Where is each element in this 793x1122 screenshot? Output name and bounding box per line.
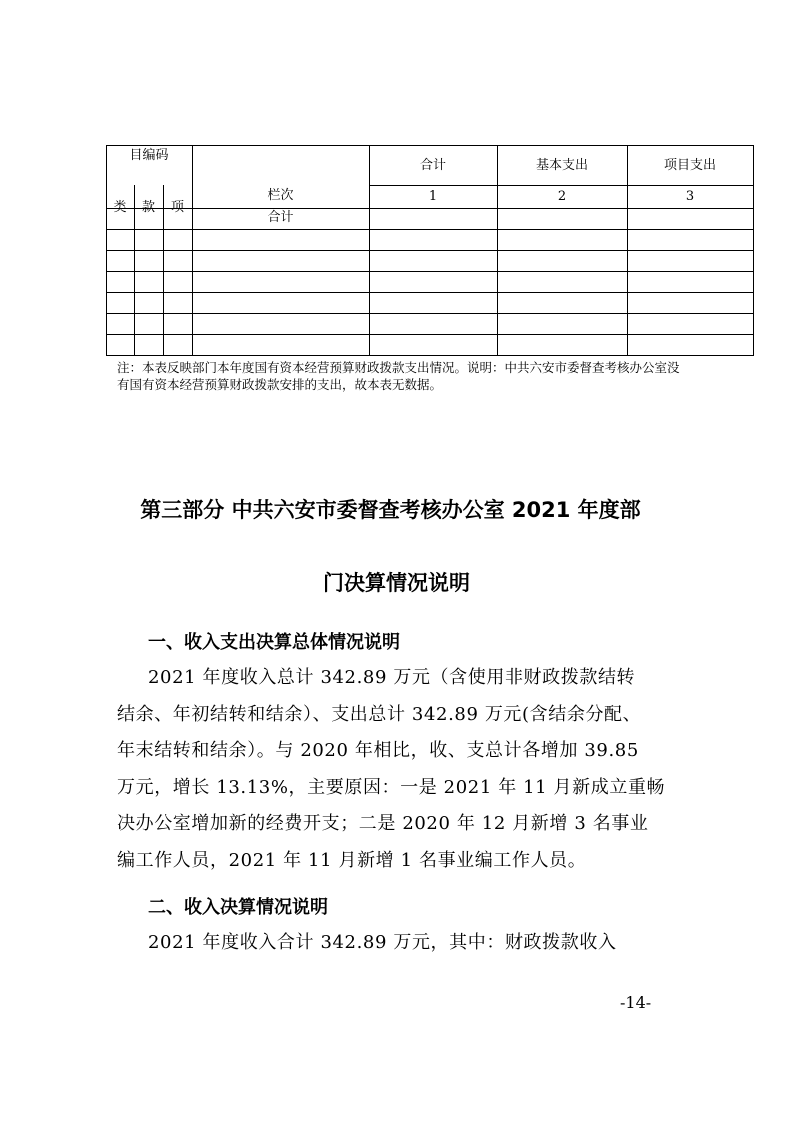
part-heading-line-1: 第三部分 中共六安市委督查考核办公室 2021 年度部: [140, 498, 641, 522]
header-lei: 类: [113, 200, 127, 215]
lanci-value-2: 2: [557, 189, 567, 204]
table-col-divider: [192, 145, 193, 356]
table-row-divider: [106, 250, 754, 251]
table-col-divider: [627, 145, 628, 356]
table-border-left: [106, 145, 107, 356]
table-row-divider: [106, 334, 754, 335]
table-row-divider: [106, 208, 754, 209]
table-col-divider: [497, 145, 498, 356]
row-total-label: 合计: [267, 210, 294, 225]
table-border-right: [753, 145, 754, 356]
header-kuan: 款: [141, 200, 155, 215]
table-border-bottom: [106, 355, 754, 356]
header-xiang: 项: [170, 200, 184, 215]
lanci-value-1: 1: [428, 189, 438, 204]
table-row-divider: [106, 271, 754, 272]
header-total: 合计: [419, 158, 446, 173]
table-row-divider: [106, 292, 754, 293]
table-border-top: [106, 145, 754, 146]
section-1-line-1: 2021 年度收入总计 342.89 万元（含使用非财政拨款结转: [148, 667, 636, 688]
section-1-line-6: 编工作人员，2021 年 11 月新增 1 名事业编工作人员。: [117, 850, 587, 871]
section-1-line-3: 年末结转和结余）。与 2020 年相比，收、支总计各增加 39.85: [117, 740, 639, 761]
section-2-line-1: 2021 年度收入合计 342.89 万元，其中：财政拨款收入: [148, 932, 617, 953]
section-1-title: 一、收入支出决算总体情况说明: [148, 632, 400, 653]
header-project-expense: 项目支出: [663, 158, 716, 173]
row-lanci-label: 栏次: [267, 188, 294, 203]
table-row-divider: [106, 229, 754, 230]
table-note-line-1: 注：本表反映部门本年度国有资本经营预算财政拨款支出情况。说明：中共六安市委督查考核办公室没: [117, 360, 680, 375]
part-heading-line-2: 门决算情况说明: [323, 571, 470, 595]
section-1-line-2: 结余、年初结转和结余）、支出总计 342.89 万元(含结余分配、: [117, 704, 642, 725]
header-code: 目编码: [129, 148, 169, 163]
table-col-divider: [369, 145, 370, 356]
lanci-value-3: 3: [685, 189, 695, 204]
header-basic-expense: 基本支出: [535, 158, 588, 173]
table-header-divider: [369, 185, 754, 186]
section-1-line-4: 万元，增长 13.13%，主要原因：一是 2021 年 11 月新成立重畅: [117, 777, 666, 798]
table-row-divider: [106, 313, 754, 314]
table-note-line-2: 有国有资本经营预算财政拨款安排的支出，故本表无数据。: [117, 377, 443, 392]
section-2-title: 二、收入决算情况说明: [148, 897, 328, 918]
page-number: -14-: [620, 993, 652, 1012]
section-1-line-5: 决办公室增加新的经费开支；二是 2020 年 12 月新增 3 名事业: [117, 813, 649, 834]
